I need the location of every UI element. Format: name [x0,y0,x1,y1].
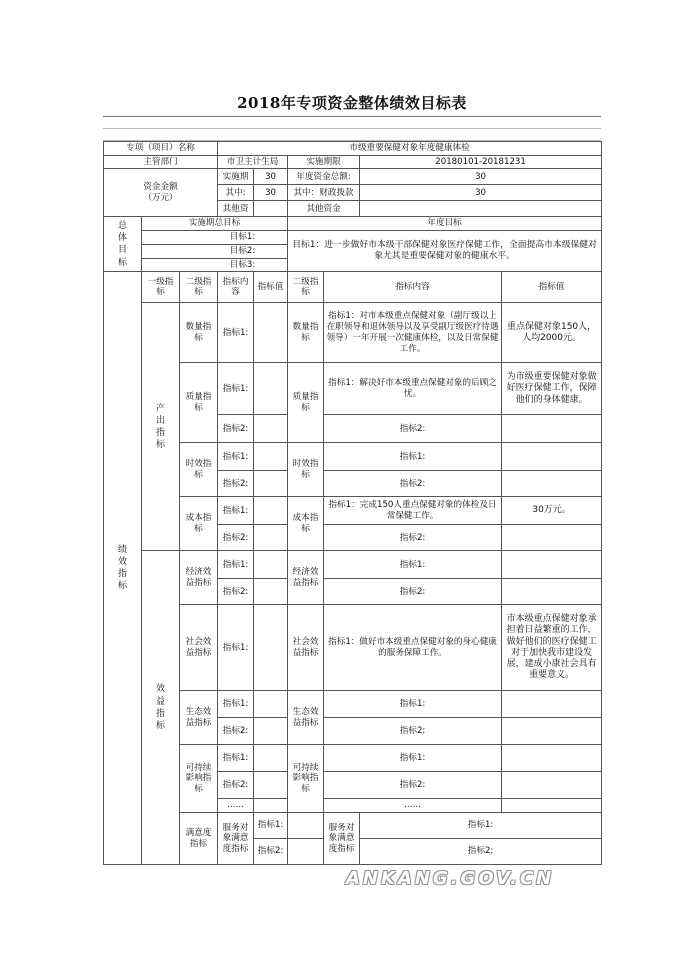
sustain-ann-content-3: …… [324,799,502,813]
social-impl-value [254,605,288,691]
fiscal-value: 30 [360,185,602,201]
eco-impl-1: 指标1: [218,691,254,718]
impl-period-label: 实施期 [218,169,254,185]
time-ann-content-1: 指标1: [324,443,502,471]
eco-impl-value-2 [254,718,288,745]
qual-impl-2: 指标2: [218,415,254,443]
social-impl: 指标1: [218,605,254,691]
eco-impl-2: 指标2: [218,718,254,745]
table-row [104,142,602,156]
time-ann-content-2: 指标2: [324,471,502,497]
dept-label: 主管部门 [104,155,218,169]
eco-impl-value-1 [254,691,288,718]
cost-impl-2: 指标2: [218,525,254,551]
sustain-ann-value-3 [502,799,602,813]
social-ann-content: 指标1：做好市本级重点保健对象的身心健康的服务保障工作。 [324,605,502,691]
serv-ann-name: 服务对象满意度指标 [324,813,360,865]
sustain-impl-3: …… [218,799,254,813]
qual-ann-value-1: 为市级重要保健对象做好医疗保健工作，保障他们的身体健康。 [502,363,602,415]
qty-ann-name: 数量指标 [288,303,324,363]
project-value: 市级重要保健对象年度健康体检 [218,142,602,156]
watermark: ANKANG.GOV.CN [346,868,555,889]
eco-ann-name: 生态效益指标 [288,691,324,745]
econ-impl-1: 指标1: [218,551,254,579]
sustain-ann-name: 可持续影响指标 [288,745,324,813]
perf-side-label: 绩效指标 [104,272,142,865]
qual-ann-name: 质量指标 [288,363,324,443]
time-impl-value-2 [254,471,288,497]
econ-ann-name: 经济效益指标 [288,551,324,605]
among-value: 30 [254,185,288,201]
qty-name: 数量指标 [180,303,218,363]
header-value-b: 指标值 [502,272,602,303]
table-row [104,217,602,231]
cost-ann-value-2 [502,525,602,551]
annual-total-label: 年度资金总额: [288,169,360,185]
impl-period-value: 30 [254,169,288,185]
qty-impl-value [254,303,288,363]
qty-impl: 指标1: [218,303,254,363]
impl-target-3: 目标3: [142,258,288,272]
sustain-ann-value-2 [502,772,602,799]
qual-impl-1: 指标1: [218,363,254,415]
among-label: 其中: [218,185,254,201]
social-ann-value: 市本级重点保健对象承担着日益繁重的工作，做好他们的医疗保健工对于加快我市建设发展，建成小康社会具有重要意义。 [502,605,602,691]
qual-ann-value-2 [502,415,602,443]
qual-impl-value-2 [254,415,288,443]
sustain-impl-value-3 [254,799,288,813]
eco-ann-value-2 [502,718,602,745]
eco-ann-content-2: 指标2: [324,718,502,745]
time-ann-name: 时效指标 [288,443,324,497]
qual-ann-content-2: 指标2: [324,415,502,443]
time-impl-2: 指标2: [218,471,254,497]
annual-total-value: 30 [360,169,602,185]
period-label: 实施期限 [288,155,360,169]
header-lvl1: 一级指标 [142,272,180,303]
sustain-impl-value-2 [254,772,288,799]
qty-ann-value: 重点保健对象150人，人均2000元。 [502,303,602,363]
target-table [103,141,602,865]
benefit-label: 效益指标 [142,551,180,865]
blank-row [103,129,601,141]
sustain-ann-value-1 [502,745,602,772]
time-ann-value-2 [502,471,602,497]
econ-impl-value-1 [254,551,288,579]
cost-ann-value-1: 30万元。 [502,497,602,525]
performance-target-sheet [103,88,601,865]
other-funds-value [360,201,602,217]
header-value: 指标值 [254,272,288,303]
econ-name: 经济效益指标 [180,551,218,605]
table-row [104,551,602,579]
funds-label: 资金金额 （万元） [104,169,218,217]
blank-row [103,117,601,129]
econ-impl-2: 指标2: [218,579,254,605]
sustain-name: 可持续影响指标 [180,745,218,813]
other-funds-label: 其他资金 [288,201,360,217]
cost-impl-value-1 [254,497,288,525]
serv-impl-1: 指标1: [254,813,288,839]
fiscal-label: 其中：财政拨款 [288,185,360,201]
impl-target-1: 目标1: [142,231,288,245]
table-row [104,303,602,363]
annual-target-text: 目标1：进一步做好市本级干部保健对象医疗保健工作，全面提高市本级保健对象尤其是重要保健对象的健康水平。 [288,231,602,272]
serv-impl-2: 指标2: [254,839,288,865]
serv-ann-content-1: 指标1: [360,813,602,839]
cost-ann-name: 成本指标 [288,497,324,551]
econ-ann-value-1 [502,551,602,579]
eco-name: 生态效益指标 [180,691,218,745]
social-name: 社会效益指标 [180,605,218,691]
sustain-impl-2: 指标2: [218,772,254,799]
serv-ann-content-2: 指标2: [360,839,602,865]
serv-impl-value-2 [288,839,324,865]
header-content: 指标内容 [218,272,254,303]
header-lvl2b: 二级指标 [288,272,324,303]
cost-name: 成本指标 [180,497,218,551]
social-ann-name: 社会效益指标 [288,605,324,691]
other-label: 其他资 [218,201,254,217]
impl-total-header: 实施期总目标 [142,217,288,231]
qual-name: 质量指标 [180,363,218,443]
qty-ann-content: 指标1：对市本级重点保健对象（副厅级以上在职领导和退休领导以及享受副厅级医疗待遇领导）一年开展一次健康体检，以及日常保健工作。 [324,303,502,363]
overall-side-label: 总体目标 [104,217,142,272]
serv-impl-value-1 [288,813,324,839]
sustain-ann-content-1: 指标1: [324,745,502,772]
table-row [104,231,602,245]
eco-ann-content-1: 指标1: [324,691,502,718]
table-row [104,272,602,303]
cost-ann-content-2: 指标2: [324,525,502,551]
header-lvl2: 二级指标 [180,272,218,303]
period-value: 20180101-20181231 [360,155,602,169]
sustain-impl-1: 指标1: [218,745,254,772]
sustain-impl-value-1 [254,745,288,772]
project-label: 专项（项目）名称 [104,142,218,156]
serv-name: 服务对象满意度指标 [218,813,254,865]
econ-ann-content-2: 指标2: [324,579,502,605]
cost-impl-1: 指标1: [218,497,254,525]
header-content-b: 指标内容 [324,272,502,303]
time-name: 时效指标 [180,443,218,497]
time-ann-value-1 [502,443,602,471]
sustain-ann-content-2: 指标2: [324,772,502,799]
econ-ann-value-2 [502,579,602,605]
table-row [104,169,602,185]
annual-target-header: 年度目标 [288,217,602,231]
output-label: 产出指标 [142,303,180,551]
qual-ann-content-1: 指标1：解决好市本级重点保健对象的后顾之忧。 [324,363,502,415]
eco-ann-value-1 [502,691,602,718]
document-title: 2018年专项资金整体绩效目标表 [103,88,601,117]
impl-target-2: 目标2: [142,244,288,258]
cost-impl-value-2 [254,525,288,551]
table-row [104,155,602,169]
dept-value: 市卫主计生局 [218,155,288,169]
satisfaction-label: 满意度指标 [180,813,218,865]
cost-ann-content-1: 指标1：完成150人重点保健对象的体检及日常保健工作。 [324,497,502,525]
time-impl-value-1 [254,443,288,471]
econ-impl-value-2 [254,579,288,605]
time-impl-1: 指标1: [218,443,254,471]
qual-impl-value-1 [254,363,288,415]
other-value [254,201,288,217]
econ-ann-content-1: 指标1: [324,551,502,579]
